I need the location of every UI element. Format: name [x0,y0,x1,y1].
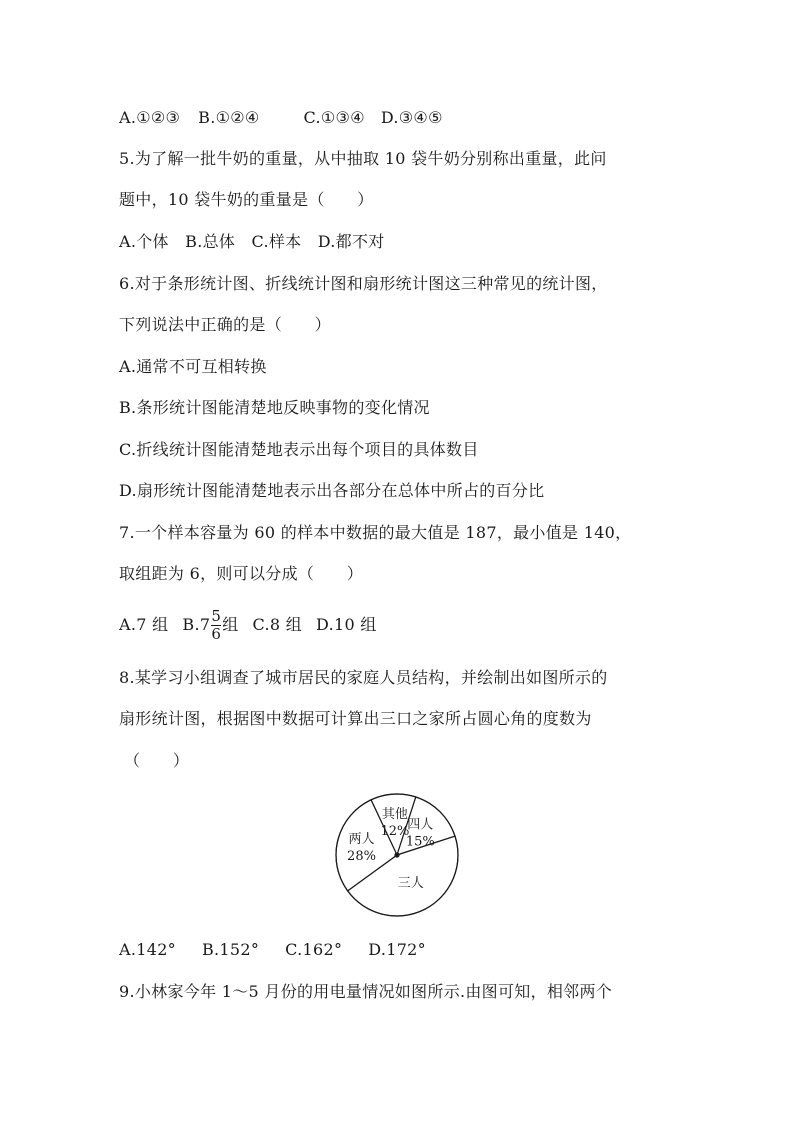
pie-slice-name: 三人 [397,876,424,892]
q8-option-d: D.172° [368,940,426,959]
q8-options [119,938,689,962]
q8-stem-line1: 8.某学习小组调查了城市居民的家庭人员结构，并绘制出如图所示的 [119,668,608,687]
q7-option-d: D.10 组 [316,615,377,634]
pie-slice-percent: 28% [347,848,376,864]
pie-center-dot [394,852,399,857]
q8-option-b: B.152° [201,940,260,959]
q6-option-a: A.通常不可互相转换 [119,357,267,376]
q4-options [119,106,689,130]
q6-option-b: B.条形统计图能清楚地反映事物的变化情况 [119,398,430,417]
pie-slice-name: 两人 [348,831,375,847]
q4-option-c: C.①③④ [303,108,365,127]
pie-slice-percent: 12% [380,823,410,839]
q7-options [119,608,689,643]
q4-option-d: D.③④⑤ [380,108,443,127]
q7-stem-line2: 取组距为 6，则可以分成（ ） [119,564,364,583]
fraction-five-sixths [211,608,221,643]
q8-option-c: C.162° [285,940,343,959]
q7-option-a: A.7 组 [119,615,169,634]
q8-option-a: A.142° [119,940,176,959]
fraction-numerator: 5 [211,607,222,625]
q5-options: A.个体 B.总体 C.样本 D.都不对 [119,232,385,251]
q8-stem-line3: （ ） [124,751,190,770]
q6-option-c: C.折线统计图能清楚地表示出每个项目的具体数目 [119,440,479,459]
fraction-denominator: 6 [211,625,222,643]
q7-option-b: B.7 $\frac{5}{6}$ 组 [182,607,239,643]
q6-stem-line2: 下列说法中正确的是（ ） [119,315,331,334]
q4-option-b: B.①②④ [198,108,260,127]
family-structure-pie-chart [330,793,464,917]
pie-slice-name: 其他 [381,806,408,822]
q9-stem-line1: 9.小林家今年 1～5 月份的用电量情况如图所示.由图可知，相邻两个 [119,982,613,1001]
q6-option-d: D.扇形统计图能清楚地表示出各部分在总体中所占的百分比 [119,481,545,500]
q5-stem-line1: 5.为了解一批牛奶的重量，从中抽取 10 袋牛奶分别称出重量，此问 [119,149,607,168]
pie-slice-percent: 15% [405,834,435,850]
q7-option-c: C.8 组 [252,615,303,634]
q4-option-a: A.①②③ [119,108,181,127]
q6-stem-line1: 6.对于条形统计图、折线统计图和扇形统计图这三种常见的统计图， [119,274,608,293]
q7-stem-line1: 7.一个样本容量为 60 的样本中数据的最大值是 187，最小值是 140， [119,523,632,542]
q5-stem-line2: 题中，10 袋牛奶的重量是（ ） [119,190,374,209]
q8-stem-line2: 扇形统计图，根据图中数据可计算出三口之家所占圆心角的度数为 [119,709,592,728]
pie-slice-name: 四人 [407,817,434,833]
